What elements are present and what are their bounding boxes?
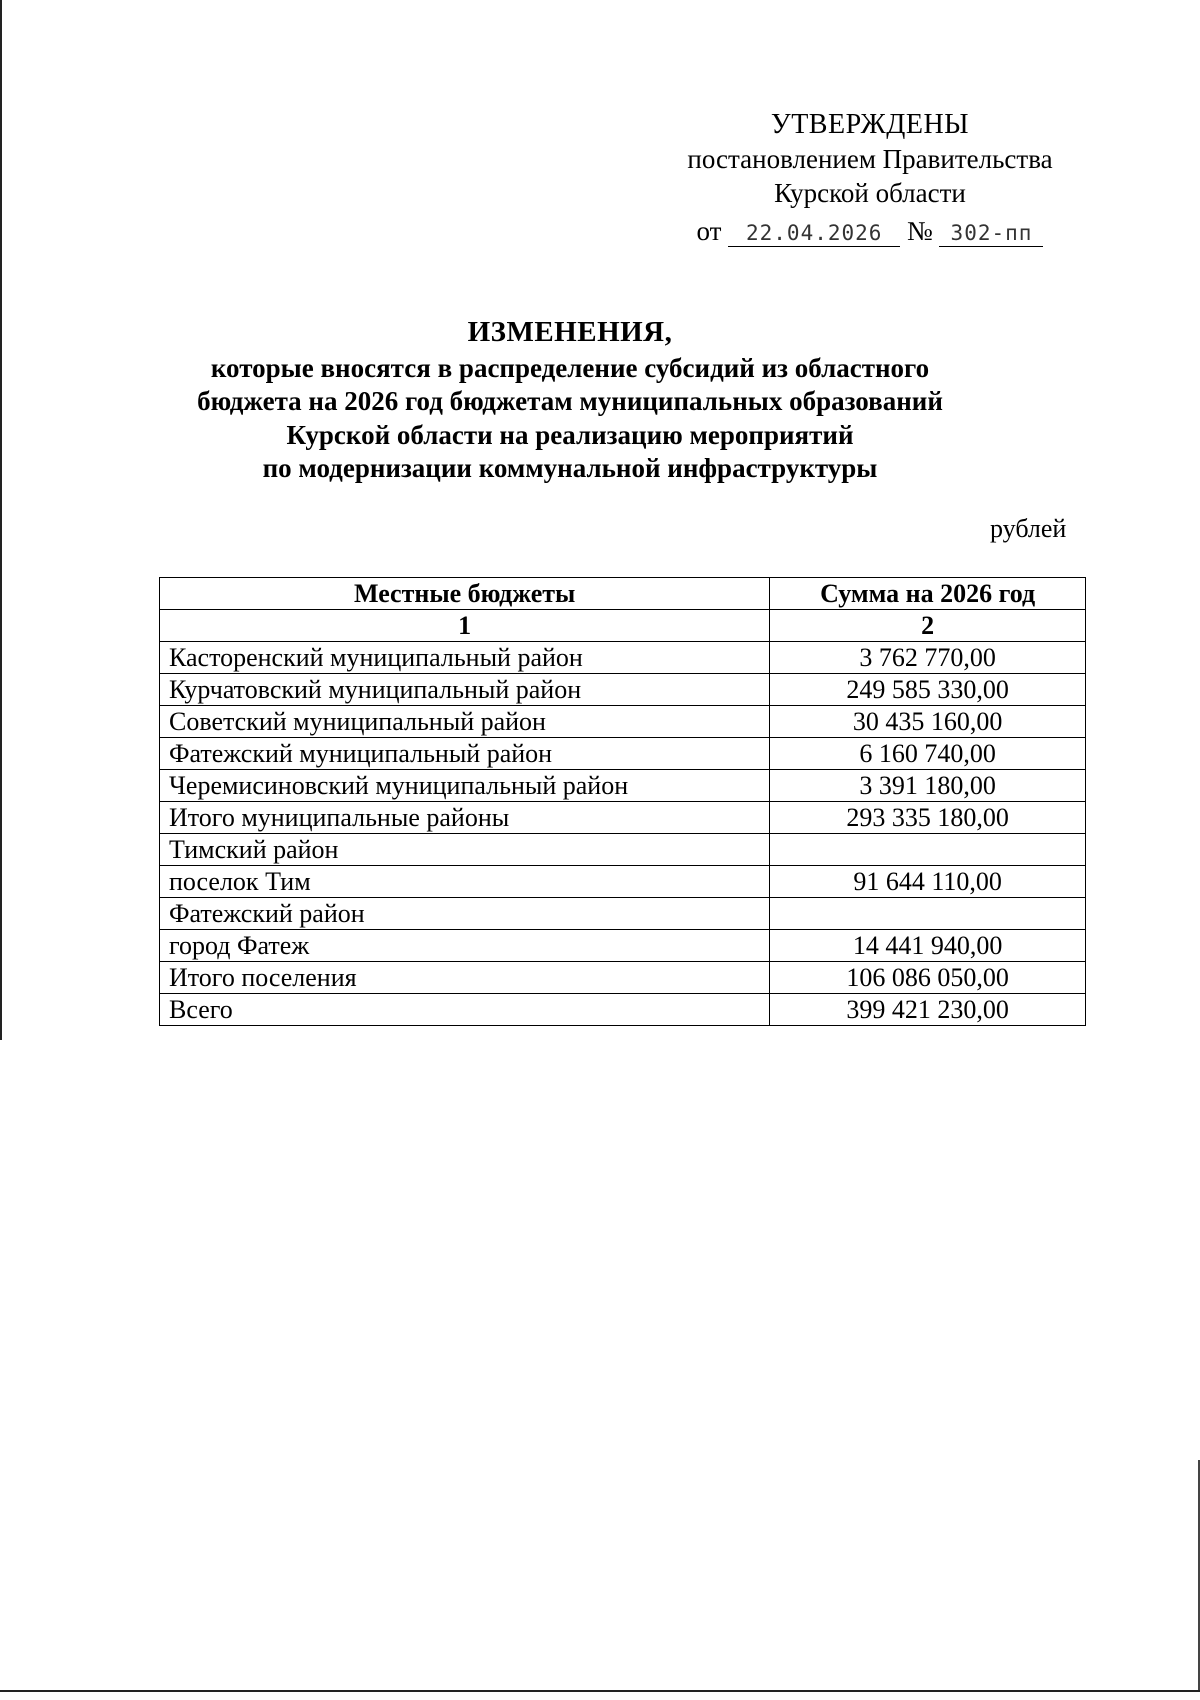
heading-line: по модернизации коммунальной инфраструктуры [262, 453, 878, 483]
number-label: № [906, 216, 933, 246]
document-heading [150, 316, 990, 486]
document-title: ИЗМЕНЕНИЯ, [467, 316, 673, 348]
header-local-budgets: Местные бюджеты [160, 578, 770, 610]
row-amount: 399 421 230,00 [770, 994, 1086, 1026]
table-row [160, 930, 1086, 962]
column-number-2: 2 [770, 610, 1086, 642]
row-name: Фатежский муниципальный район [160, 738, 770, 770]
scan-edge-bottom [0, 1690, 1200, 1692]
row-amount: 3 762 770,00 [770, 642, 1086, 674]
scan-edge-left [0, 0, 2, 1040]
row-name: Черемисиновский муниципальный район [160, 770, 770, 802]
row-amount: 3 391 180,00 [770, 770, 1086, 802]
row-amount [770, 834, 1086, 866]
row-name: Касторенский муниципальный район [160, 642, 770, 674]
heading-line: бюджета на 2026 год бюджетам муниципальных образований [197, 386, 943, 416]
table-row [160, 642, 1086, 674]
table-header-row [160, 578, 1086, 610]
header-amount-2026: Сумма на 2026 год [770, 578, 1086, 610]
row-name: город Фатеж [160, 930, 770, 962]
row-amount: 249 585 330,00 [770, 674, 1086, 706]
table-row [160, 898, 1086, 930]
row-amount: 91 644 110,00 [770, 866, 1086, 898]
row-amount: 293 335 180,00 [770, 802, 1086, 834]
approval-line-2: Курской области [774, 178, 966, 208]
subsidy-table [159, 577, 1086, 1026]
table-row-total [160, 994, 1086, 1026]
row-name: Тимский район [160, 834, 770, 866]
approval-reference [640, 214, 1100, 248]
row-amount: 14 441 940,00 [770, 930, 1086, 962]
table-row [160, 738, 1086, 770]
approval-title: УТВЕРЖДЕНЫ [770, 109, 970, 140]
row-amount [770, 898, 1086, 930]
table-row [160, 770, 1086, 802]
row-name: Фатежский район [160, 898, 770, 930]
heading-line: Курской области на реализацию мероприятий [286, 419, 854, 450]
row-name: Итого муниципальные районы [160, 802, 770, 834]
approval-block [640, 108, 1100, 248]
table-row [160, 674, 1086, 706]
row-name: Итого поселения [160, 962, 770, 994]
table-row [160, 706, 1086, 738]
row-amount: 6 160 740,00 [770, 738, 1086, 770]
table-row [160, 866, 1086, 898]
heading-line: которые вносятся в распределение субсидий из областного [210, 352, 930, 383]
row-amount: 30 435 160,00 [770, 706, 1086, 738]
row-name: Курчатовский муниципальный район [160, 674, 770, 706]
table-row [160, 834, 1086, 866]
column-number-1: 1 [160, 610, 770, 642]
row-name: Всего [160, 994, 770, 1026]
from-label: от [696, 216, 722, 246]
table-row-subtotal [160, 802, 1086, 834]
row-name: поселок Тим [160, 866, 770, 898]
approval-line-1: постановлением Правительства [687, 144, 1053, 174]
units-label: рублей [990, 514, 1067, 543]
column-number-row [160, 610, 1086, 642]
row-amount: 106 086 050,00 [770, 962, 1086, 994]
row-name: Советский муниципальный район [160, 706, 770, 738]
approval-number: 302-пп [939, 220, 1043, 247]
table-row-subtotal [160, 962, 1086, 994]
approval-date: 22.04.2026 [728, 220, 900, 247]
